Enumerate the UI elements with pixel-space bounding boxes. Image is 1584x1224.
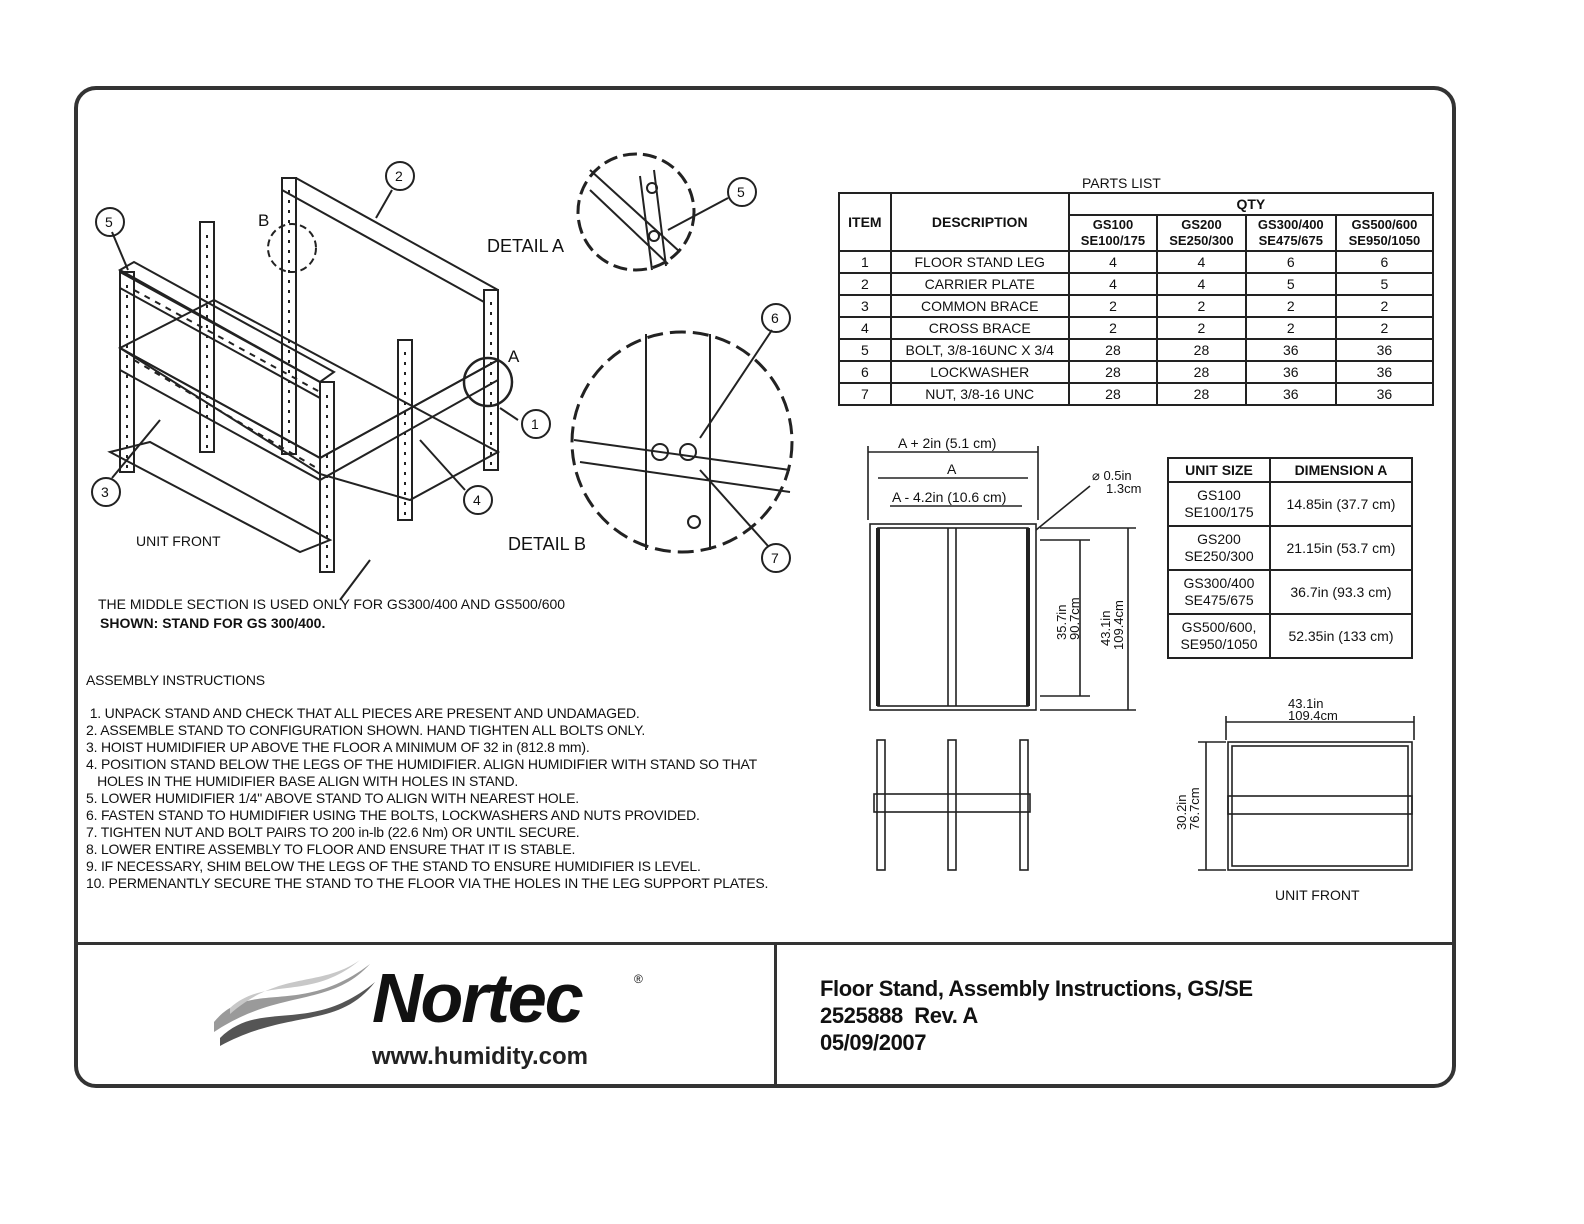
detail-a-label: DETAIL A — [487, 236, 565, 256]
nortec-wave-icon — [210, 958, 380, 1048]
item-cell: 3 — [839, 295, 891, 317]
table-row — [1168, 482, 1412, 526]
dim-cell: 21.15in (53.7 cm) — [1270, 526, 1412, 570]
qty-cell: 2 — [1336, 317, 1433, 339]
item-cell: 7 — [839, 383, 891, 405]
doc-number: 2525888 Rev. A — [820, 1003, 978, 1028]
item-cell: 5 — [839, 339, 891, 361]
parts-list-title: PARTS LIST — [1082, 175, 1161, 191]
dim-a: A — [947, 461, 957, 477]
callout-7: 7 — [771, 550, 779, 566]
unit-cell: GS200 SE250/300 — [1168, 526, 1270, 570]
instruction-step: 8. LOWER ENTIRE ASSEMBLY TO FLOOR AND ENSURE THAT IT IS STABLE. — [86, 841, 576, 857]
table-row — [1168, 614, 1412, 658]
dim-h2-cm: 109.4cm — [1111, 600, 1126, 650]
doc-title: Floor Stand, Assembly Instructions, GS/SE — [820, 976, 1253, 1001]
table-row — [1168, 526, 1412, 570]
description-cell: FLOOR STAND LEG — [891, 251, 1069, 273]
instruction-step: 2. ASSEMBLE STAND TO CONFIGURATION SHOWN. HAND TIGHTEN ALL BOLTS ONLY. — [86, 722, 646, 738]
dim-h3-in: 30.2in — [1174, 794, 1189, 830]
unit-cell: GS300/400 SE475/675 — [1168, 570, 1270, 614]
callout-1: 1 — [531, 416, 539, 432]
dim-w-in: 43.1in — [1288, 696, 1324, 711]
dim-hole-cm: 1.3cm — [1106, 481, 1142, 496]
qty-cell: 36 — [1246, 361, 1336, 383]
callout-a: A — [508, 347, 520, 366]
instruction-step: 10. PERMENANTLY SECURE THE STAND TO THE FLOOR VIA THE HOLES IN THE LEG SUPPORT PLATES. — [86, 875, 769, 891]
instructions-title: ASSEMBLY INSTRUCTIONS — [86, 672, 265, 688]
dim-w-cm: 109.4cm — [1288, 708, 1338, 723]
title-block — [820, 975, 1253, 1056]
unit-cell: GS100 SE100/175 — [1168, 482, 1270, 526]
dim-h3-cm: 76.7cm — [1187, 787, 1202, 830]
qty-cell: 28 — [1069, 339, 1157, 361]
qty-cell: 4 — [1157, 273, 1245, 295]
description-cell: COMMON BRACE — [891, 295, 1069, 317]
description-cell: LOCKWASHER — [891, 361, 1069, 383]
instruction-step: 6. FASTEN STAND TO HUMIDIFIER USING THE BOLTS, LOCKWASHERS AND NUTS PROVIDED. — [86, 807, 700, 823]
qty-cell: 28 — [1069, 383, 1157, 405]
qty-cell: 5 — [1246, 273, 1336, 295]
qty-cell: 2 — [1069, 295, 1157, 317]
assembly-instructions — [86, 672, 768, 892]
callout-2: 2 — [395, 168, 403, 184]
model-header: GS300/400 SE475/675 — [1246, 215, 1336, 251]
dim-h1-in: 35.7in — [1054, 604, 1069, 640]
dim-cell: 52.35in (133 cm) — [1270, 614, 1412, 658]
item-header: ITEM — [839, 193, 891, 251]
callout-4: 4 — [473, 492, 481, 508]
qty-cell: 36 — [1336, 361, 1433, 383]
unit-front-label: UNIT FRONT — [136, 533, 221, 549]
doc-date: 05/09/2007 — [820, 1030, 927, 1055]
model-header: GS100 SE100/175 — [1069, 215, 1157, 251]
table-row — [1168, 570, 1412, 614]
qty-cell: 4 — [1157, 251, 1245, 273]
description-header: DESCRIPTION — [891, 193, 1069, 251]
dim-h1-cm: 90.7cm — [1067, 597, 1082, 640]
qty-cell: 2 — [1246, 317, 1336, 339]
dimension-a-header: DIMENSION A — [1270, 458, 1412, 482]
unit-front-label-2: UNIT FRONT — [1275, 887, 1360, 903]
qty-cell: 28 — [1157, 361, 1245, 383]
dim-a-plus: A + 2in (5.1 cm) — [898, 435, 997, 451]
model-header: GS200 SE250/300 — [1157, 215, 1245, 251]
qty-cell: 28 — [1069, 361, 1157, 383]
shown-note: SHOWN: STAND FOR GS 300/400. — [100, 615, 326, 631]
callout-b: B — [258, 211, 270, 230]
unit-cell: GS500/600, SE950/1050 — [1168, 614, 1270, 658]
instruction-step: 1. UNPACK STAND AND CHECK THAT ALL PIECES ARE PRESENT AND UNDAMAGED. — [86, 705, 640, 721]
dimension-table — [1167, 457, 1413, 659]
qty-cell: 5 — [1336, 273, 1433, 295]
qty-cell: 2 — [1336, 295, 1433, 317]
qty-cell: 36 — [1336, 339, 1433, 361]
item-cell: 1 — [839, 251, 891, 273]
instruction-step: 5. LOWER HUMIDIFIER 1/4" ABOVE STAND TO ALIGN WITH NEAREST HOLE. — [86, 790, 579, 806]
nortec-logo: Nortec — [372, 959, 582, 1037]
dim-cell: 14.85in (37.7 cm) — [1270, 482, 1412, 526]
qty-cell: 2 — [1069, 317, 1157, 339]
qty-cell: 2 — [1246, 295, 1336, 317]
callout-5: 5 — [105, 214, 113, 230]
qty-cell: 28 — [1157, 383, 1245, 405]
dim-cell: 36.7in (93.3 cm) — [1270, 570, 1412, 614]
qty-cell: 2 — [1157, 317, 1245, 339]
unit-size-header: UNIT SIZE — [1168, 458, 1270, 482]
qty-cell: 36 — [1336, 383, 1433, 405]
qty-cell: 36 — [1246, 383, 1336, 405]
detail-b-label: DETAIL B — [508, 534, 587, 554]
item-cell: 2 — [839, 273, 891, 295]
callout-6: 6 — [771, 310, 779, 326]
qty-cell: 28 — [1157, 339, 1245, 361]
qty-cell: 6 — [1336, 251, 1433, 273]
instruction-step: 7. TIGHTEN NUT AND BOLT PAIRS TO 200 in-lb (22.6 Nm) OR UNTIL SECURE. — [86, 824, 580, 840]
instruction-step: HOLES IN THE HUMIDIFIER BASE ALIGN WITH HOLES IN STAND. — [86, 773, 519, 789]
qty-cell: 4 — [1069, 251, 1157, 273]
qty-cell: 4 — [1069, 273, 1157, 295]
qty-header: QTY — [1069, 193, 1433, 215]
description-cell: NUT, 3/8-16 UNC — [891, 383, 1069, 405]
item-cell: 4 — [839, 317, 891, 339]
description-cell: CROSS BRACE — [891, 317, 1069, 339]
middle-section-note: THE MIDDLE SECTION IS USED ONLY FOR GS300/400 AND GS500/600 — [98, 596, 566, 612]
dim-hole-in: ⌀ 0.5in — [1092, 468, 1132, 483]
registered-mark: ® — [634, 972, 643, 986]
qty-cell: 6 — [1246, 251, 1336, 273]
instruction-step: 3. HOIST HUMIDIFIER UP ABOVE THE FLOOR A MINIMUM OF 32 in (812.8 mm). — [86, 739, 590, 755]
qty-cell: 36 — [1246, 339, 1336, 361]
description-cell: BOLT, 3/8-16UNC X 3/4 — [891, 339, 1069, 361]
dim-h2-in: 43.1in — [1098, 610, 1113, 646]
qty-cell: 2 — [1157, 295, 1245, 317]
instruction-step: 4. POSITION STAND BELOW THE LEGS OF THE HUMIDIFIER. ALIGN HUMIDIFIER WITH STAND SO THAT — [86, 756, 758, 772]
instruction-step: 9. IF NECESSARY, SHIM BELOW THE LEGS OF THE STAND TO ENSURE HUMIDIFIER IS LEVEL. — [86, 858, 701, 874]
description-cell: CARRIER PLATE — [891, 273, 1069, 295]
item-cell: 6 — [839, 361, 891, 383]
website-url: www.humidity.com — [372, 1043, 589, 1070]
model-header: GS500/600 SE950/1050 — [1336, 215, 1433, 251]
callout-5b: 5 — [737, 184, 745, 200]
callout-3: 3 — [101, 484, 109, 500]
dim-a-minus: A - 4.2in (10.6 cm) — [892, 489, 1007, 505]
